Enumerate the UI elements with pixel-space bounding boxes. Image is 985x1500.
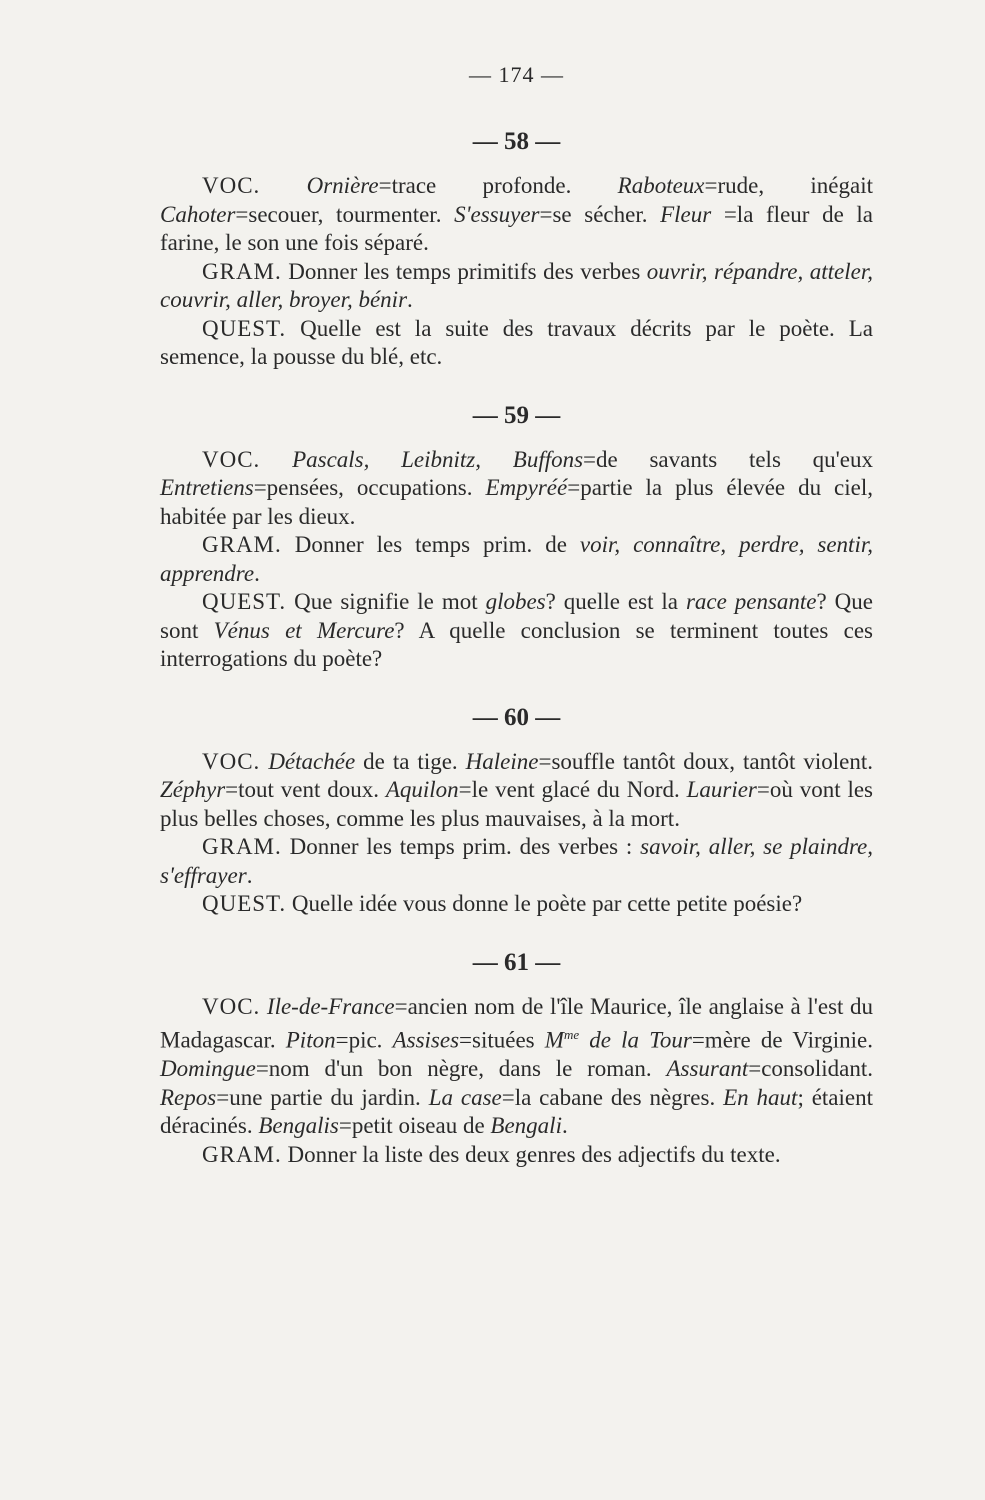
italic-term: Vénus et Mercure [213, 617, 395, 643]
text-run: =le vent glacé du Nord. [458, 777, 687, 802]
text-run: Donner les temps prim. de [281, 532, 580, 557]
exercise-paragraph [160, 315, 873, 372]
italic-term: Assises [392, 1027, 460, 1053]
paragraph-label: GRAM. [202, 258, 282, 284]
italic-term: Repos [160, 1084, 217, 1110]
exercise-paragraph [160, 531, 873, 588]
paragraph-label: VOC. [202, 993, 261, 1019]
text-run: =consolidant. [748, 1056, 873, 1082]
italic-term: voir, connaître, perdre, sentir, apprendre [160, 532, 873, 586]
text-run: =secouer, tourmenter. [235, 201, 455, 227]
text-run [260, 173, 306, 198]
exercise-section [160, 704, 873, 919]
text-run: ? A quelle conclusion se terminent toutes ces interrogations du poète? [160, 617, 873, 671]
text-run: Que signifie le mot [286, 589, 486, 614]
italic-term: Raboteux [617, 173, 705, 198]
text-run: Quelle idée vous donne le poète par cette petite poésie? [286, 891, 803, 916]
exercise-paragraph [160, 890, 873, 919]
text-run: ; étaient déracinés. [160, 1084, 874, 1139]
text-run: =petit oiseau de [338, 1113, 491, 1139]
text-run: =de savants tels qu'eux [583, 446, 874, 472]
italic-term: Ile-de-France [266, 993, 395, 1019]
italic-term: Bengalis [258, 1113, 339, 1139]
italic-term: M [544, 1027, 564, 1053]
text-run: =la cabane des nègres. [501, 1084, 724, 1110]
italic-term: Haleine [465, 748, 539, 774]
text-run: Quelle est la suite des travaux décrits par le poète. La semence, la pousse du blé, etc. [160, 315, 873, 369]
italic-term: Assurant [666, 1056, 749, 1082]
text-run: =nom d'un bon nègre, dans le roman. [255, 1056, 667, 1082]
text-run: =tout vent doux. [225, 777, 386, 802]
exercise-paragraph [160, 833, 873, 890]
text-run: =la fleur de la farine, le son une fois séparé. [160, 201, 873, 255]
paragraph-label: VOC. [202, 748, 261, 774]
exercise-paragraph [160, 748, 873, 834]
italic-term: savoir, aller, se plaindre, s'effrayer [160, 834, 874, 888]
paragraph-label: VOC. [202, 173, 261, 198]
exercise-paragraph [160, 446, 873, 532]
italic-term: Domingue [160, 1056, 256, 1082]
text-run: =où vont les plus belles choses, comme les plus mauvaises, à la mort. [160, 777, 873, 831]
section-heading: — 61 — [472, 948, 561, 976]
paragraph-label: GRAM. [202, 1141, 282, 1167]
section-heading: — 60 — [472, 703, 561, 731]
text-run: ? quelle est la [545, 589, 686, 614]
text-run: Donner les temps prim. des verbes : [281, 834, 641, 859]
italic-term: Laurier [686, 777, 757, 802]
text-run: ? Que sont [160, 589, 873, 643]
text-run: =une partie du jardin. [216, 1084, 429, 1110]
text-run: =mère de Virginie. [691, 1027, 873, 1053]
exercise-paragraph [160, 172, 873, 258]
text-run: de ta tige. [355, 748, 466, 774]
text-run: =pensées, occupations. [253, 475, 486, 500]
text-run: =pic. [335, 1027, 393, 1053]
paragraph-label: GRAM. [202, 834, 282, 859]
italic-term: S'essuyer [454, 201, 540, 227]
italic-term: Empyréé [485, 475, 568, 500]
text-run: =situées [459, 1027, 545, 1053]
section-heading: — 58 — [472, 128, 561, 155]
paragraph-label: VOC. [202, 446, 261, 472]
text-run: . [246, 862, 253, 888]
italic-term: ouvrir, répandre, atteler, couvrir, aller, broyer, bénir [160, 258, 873, 312]
text-run [260, 994, 267, 1019]
paragraph-label: QUEST. [202, 891, 287, 916]
italic-term: Piton [285, 1027, 336, 1053]
italic-term: Entretiens [160, 475, 254, 500]
italic-term: Bengali [490, 1113, 562, 1139]
italic-term: En haut [723, 1084, 798, 1110]
paragraph-label: QUEST. [202, 589, 287, 614]
exercise-paragraph [160, 1141, 873, 1170]
exercise-paragraph [160, 588, 873, 674]
italic-term: de la Tour [579, 1027, 692, 1053]
text-run: =souffle tantôt doux, tantôt violent. [538, 748, 874, 774]
paragraph-label: QUEST. [202, 315, 287, 341]
exercise-paragraph [160, 993, 873, 1141]
text-run: =ancien nom de l'île Maurice, île anglaise à l'est du Madagascar. [160, 993, 874, 1053]
text-run: Donner les temps primitifs des verbes [281, 258, 647, 284]
text-run: =rude, inégait [704, 173, 873, 198]
text-run: . [407, 287, 413, 312]
italic-term: Fleur [660, 201, 712, 227]
italic-term: Détachée [268, 748, 356, 774]
italic-term: Aquilon [385, 777, 459, 802]
text-run [260, 447, 292, 472]
italic-term: race pensante [685, 589, 817, 614]
text-run: =trace profonde. [378, 173, 618, 198]
paragraph-label: GRAM. [202, 532, 282, 557]
italic-term: Ornière [306, 173, 379, 198]
exercise-section [160, 402, 873, 674]
italic-term: Pascals, Leibnitz, Buffons [292, 446, 584, 472]
italic-term: Zéphyr [160, 777, 226, 802]
text-run: Donner la liste des deux genres des adjectifs du texte. [281, 1141, 781, 1167]
text-run: =partie la plus élevée du ciel, habitée par les dieux. [160, 475, 873, 529]
italic-term: Cahoter [160, 201, 236, 227]
text-run: . [561, 1113, 568, 1139]
superscript: me [563, 1027, 580, 1042]
section-heading: — 59 — [472, 401, 561, 429]
italic-term: globes [485, 589, 546, 614]
sections-container [160, 128, 873, 1169]
text-run: . [254, 560, 260, 586]
italic-term: La case [428, 1084, 502, 1110]
exercise-section [160, 949, 873, 1170]
text-run: =se sécher. [539, 201, 661, 227]
page-number: — 174 — [469, 62, 564, 87]
exercise-section [160, 128, 873, 372]
exercise-paragraph [160, 258, 873, 315]
